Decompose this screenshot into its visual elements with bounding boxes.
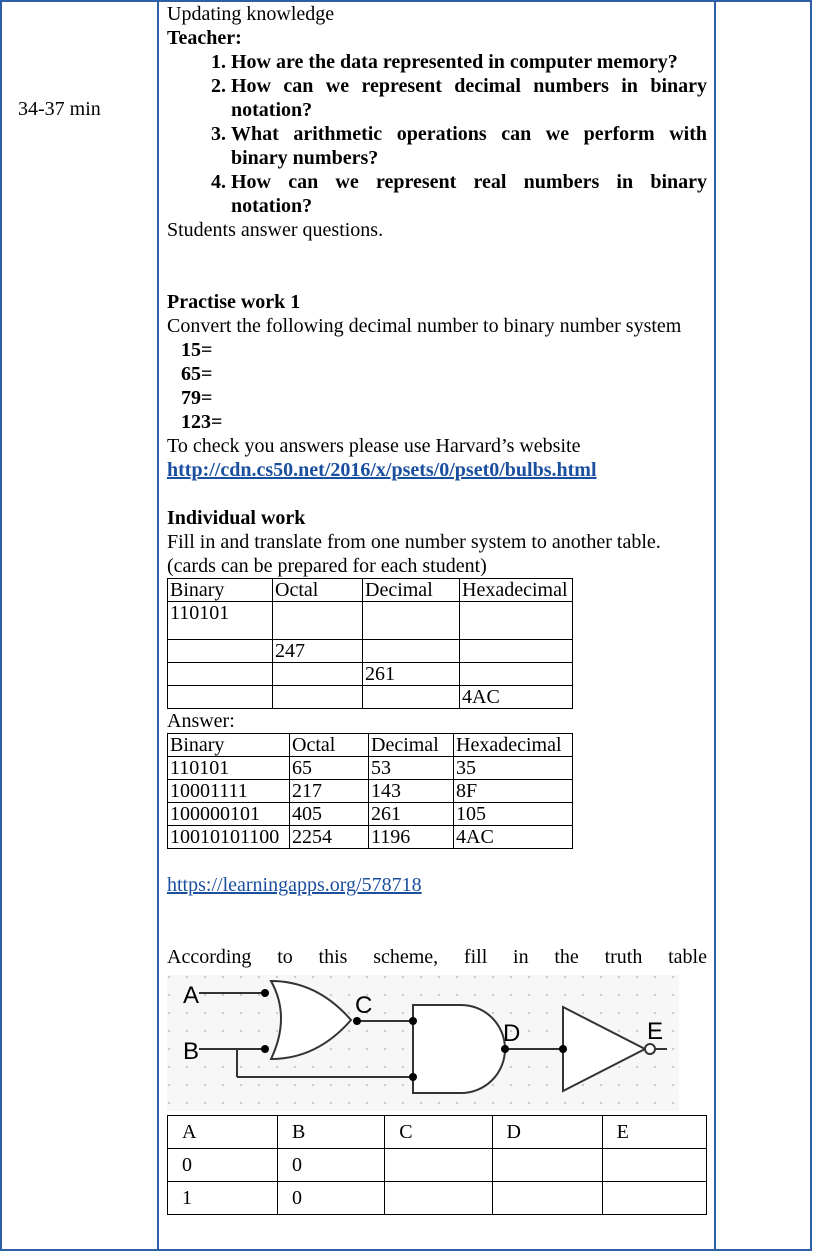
table-cell: 10001111 xyxy=(168,780,290,803)
table-row xyxy=(168,780,573,803)
table-cell xyxy=(602,1149,706,1182)
table-cell: 2254 xyxy=(290,826,369,849)
junction-dot xyxy=(261,989,269,997)
table-cell xyxy=(385,1149,492,1182)
practise-instruction: Convert the following decimal number to binary number system xyxy=(167,315,682,337)
scheme-instruction: According to this scheme, fill in the truth table xyxy=(167,946,707,968)
truth-table xyxy=(167,1115,707,1215)
table-cell: 1 xyxy=(168,1182,278,1215)
header-cell: Octal xyxy=(290,734,369,757)
table-cell: 35 xyxy=(454,757,573,780)
table-row xyxy=(168,803,573,826)
harvard-link[interactable]: http://cdn.cs50.net/2016/x/psets/0/pset0/bulbs.html xyxy=(167,459,597,481)
question-item: 4. How can we represent real numbers in binary notation? xyxy=(231,170,707,218)
question-list xyxy=(167,50,707,218)
header-cell: Octal xyxy=(273,579,363,602)
table-cell xyxy=(460,640,573,663)
logic-circuit-diagram xyxy=(167,975,679,1111)
header-cell: D xyxy=(492,1116,602,1149)
label-b: B xyxy=(183,1038,200,1065)
table-header-row xyxy=(168,579,573,602)
header-cell: Decimal xyxy=(363,579,460,602)
table-cell xyxy=(602,1182,706,1215)
number-item: 65= xyxy=(181,363,213,385)
table-cell: 143 xyxy=(369,780,454,803)
table-cell xyxy=(492,1182,602,1215)
table-header-row xyxy=(168,734,573,757)
junction-dot xyxy=(409,1017,417,1025)
table-cell: 1196 xyxy=(369,826,454,849)
table-header-row xyxy=(168,1116,707,1149)
table-cell: 0 xyxy=(168,1149,278,1182)
check-text: To check you answers please use Harvard’s website xyxy=(167,435,581,457)
table-cell: 217 xyxy=(290,780,369,803)
label-c: C xyxy=(355,992,373,1019)
table-cell xyxy=(273,663,363,686)
table-row xyxy=(168,1149,707,1182)
table-cell: 0 xyxy=(278,1149,385,1182)
individual-instruction: Fill in and translate from one number system to another table. xyxy=(167,531,661,553)
label-a: A xyxy=(183,982,200,1009)
junction-dot xyxy=(409,1073,417,1081)
table-cell xyxy=(168,686,273,709)
column-divider-left xyxy=(157,0,159,1251)
table-cell xyxy=(492,1149,602,1182)
header-cell: Hexadecimal xyxy=(454,734,573,757)
number-item: 79= xyxy=(181,387,213,409)
table-row xyxy=(168,686,573,709)
table-cell: 8F xyxy=(454,780,573,803)
table-cell xyxy=(363,602,460,640)
table-cell: 65 xyxy=(290,757,369,780)
answer-table xyxy=(167,733,573,849)
header-cell: Binary xyxy=(168,579,273,602)
table-cell xyxy=(460,602,573,640)
individual-heading: Individual work xyxy=(167,507,306,529)
header-cell: Binary xyxy=(168,734,290,757)
table-cell xyxy=(385,1182,492,1215)
table-cell: 4AC xyxy=(460,686,573,709)
table-cell: 100000101 xyxy=(168,803,290,826)
table-cell xyxy=(363,686,460,709)
table-cell: 261 xyxy=(363,663,460,686)
question-item: 2. How can we represent decimal numbers in binary notation? xyxy=(231,74,707,122)
question-item: 3. What arithmetic operations can we perform with binary numbers? xyxy=(231,122,707,170)
updating-heading: Updating knowledge xyxy=(167,3,335,25)
answer-label: Answer: xyxy=(167,710,235,732)
table-cell: 53 xyxy=(369,757,454,780)
junction-dot xyxy=(261,1045,269,1053)
table-cell: 4AC xyxy=(454,826,573,849)
table-row xyxy=(168,826,573,849)
conversion-table xyxy=(167,578,573,709)
teacher-label: Teacher: xyxy=(167,27,242,49)
header-cell: B xyxy=(278,1116,385,1149)
header-cell: Decimal xyxy=(369,734,454,757)
column-divider-right xyxy=(714,0,716,1251)
header-cell: A xyxy=(168,1116,278,1149)
header-cell: Hexadecimal xyxy=(460,579,573,602)
junction-dot xyxy=(559,1045,567,1053)
label-e: E xyxy=(647,1018,664,1045)
table-cell xyxy=(273,686,363,709)
header-cell: C xyxy=(385,1116,492,1149)
practise-heading: Practise work 1 xyxy=(167,291,301,313)
table-row xyxy=(168,1182,707,1215)
students-answer: Students answer questions. xyxy=(167,219,384,241)
table-cell xyxy=(460,663,573,686)
time-cell: 34-37 min xyxy=(18,98,101,120)
table-cell xyxy=(168,663,273,686)
table-row xyxy=(168,663,573,686)
cards-note: (cards can be prepared for each student) xyxy=(167,555,487,577)
activity-cell xyxy=(167,2,707,1215)
table-cell: 405 xyxy=(290,803,369,826)
table-cell: 110101 xyxy=(168,602,273,640)
table-cell xyxy=(363,640,460,663)
and-gate-icon xyxy=(413,1005,505,1093)
table-cell: 10010101100 xyxy=(168,826,290,849)
number-item: 15= xyxy=(181,339,213,361)
table-cell: 247 xyxy=(273,640,363,663)
table-row xyxy=(168,602,573,640)
header-cell: E xyxy=(602,1116,706,1149)
table-cell: 110101 xyxy=(168,757,290,780)
label-d: D xyxy=(503,1020,521,1047)
number-item: 123= xyxy=(181,411,223,433)
learningapps-link[interactable]: https://learningapps.org/578718 xyxy=(167,874,422,896)
table-cell xyxy=(273,602,363,640)
table-cell: 105 xyxy=(454,803,573,826)
table-cell: 261 xyxy=(369,803,454,826)
table-row xyxy=(168,757,573,780)
table-row xyxy=(168,640,573,663)
table-cell xyxy=(168,640,273,663)
table-cell: 0 xyxy=(278,1182,385,1215)
question-item: 1. How are the data represented in computer memory? xyxy=(231,50,707,74)
